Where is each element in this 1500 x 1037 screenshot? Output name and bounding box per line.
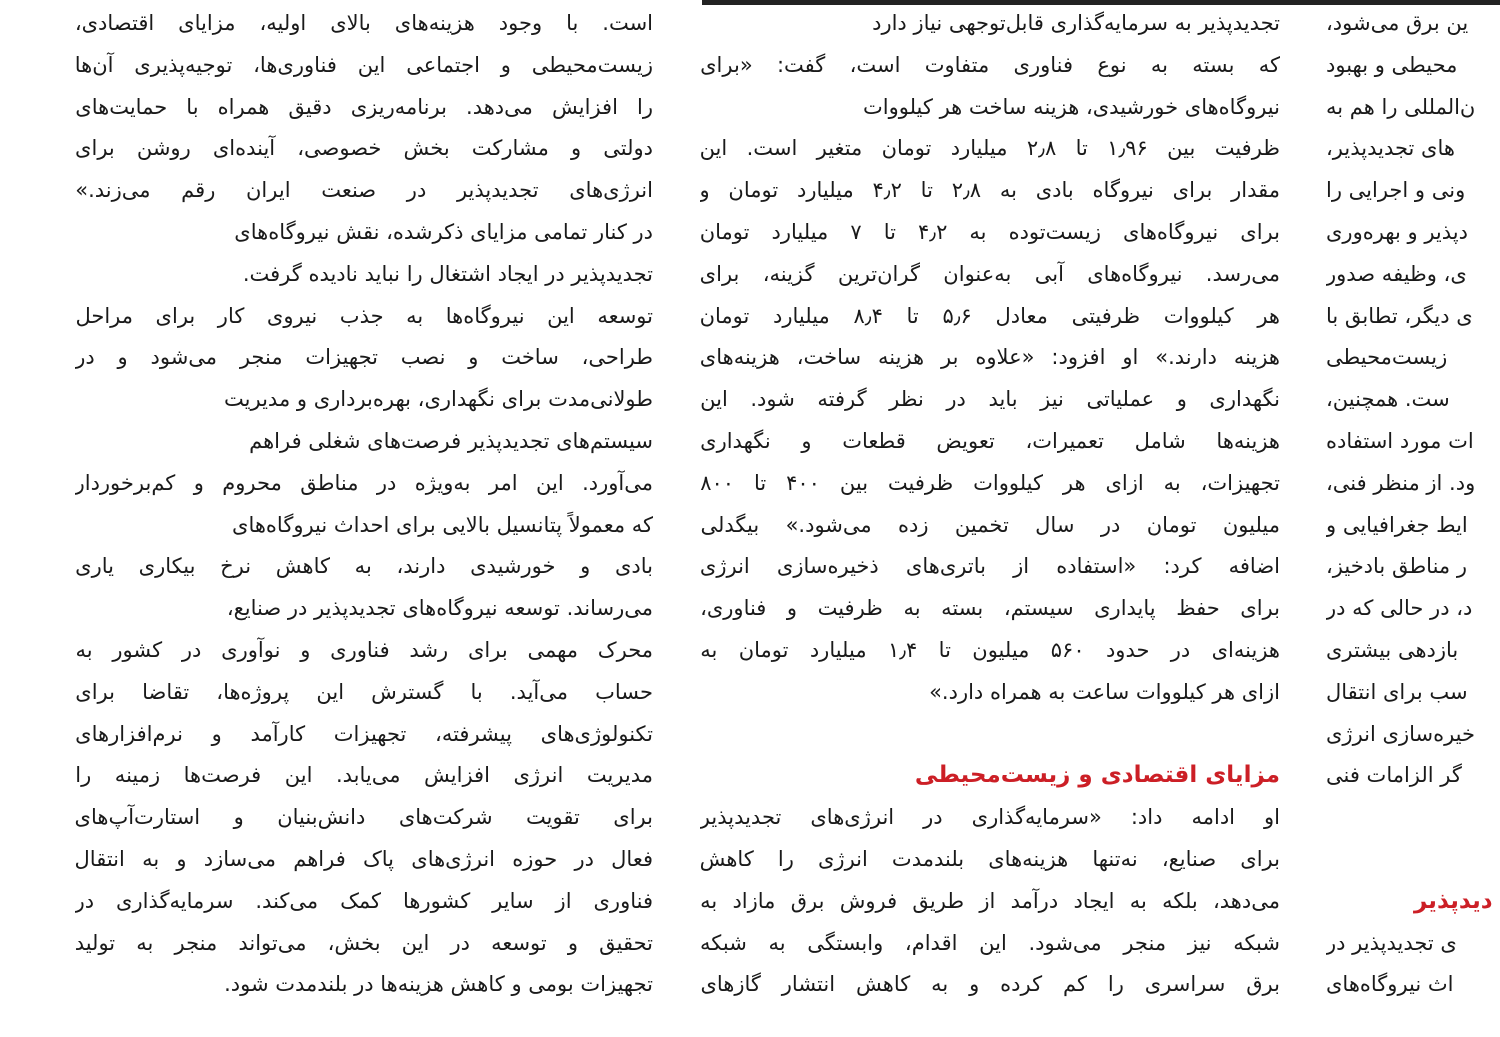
text-line: را افزایش می‌دهد. برنامه‌ریزی دقیق همراه با حمایت‌های (75, 94, 653, 119)
text-line: ود. از منظر فنی، (1326, 470, 1476, 495)
text-line: د، در حالی که در (1326, 596, 1473, 621)
text-line: هزینه دارند.» او افزود: «علاوه بر هزینه ساخت، هزینه‌های (700, 345, 1280, 370)
text-line: برای نیروگاه‌های زیست‌توده به ۴٫۲ تا ۷ میلیارد تومان (700, 220, 1280, 244)
text-line: است. با وجود هزینه‌های بالای اولیه، مزایای اقتصادی، (75, 11, 653, 35)
text-line: بازدهی بیشتری (1326, 638, 1459, 662)
text-line: شبکه نیز منجر می‌شود. این اقدام، وابستگی به شبکه (700, 930, 1280, 955)
text-line: ونی و اجرایی را (1326, 178, 1466, 203)
text-line: محیطی و بهبود (1326, 52, 1458, 77)
article-column-left (75, 0, 653, 1037)
text-line: که بسته به نوع فناوری متفاوت است، گفت: «برای (700, 52, 1280, 77)
text-line: ایط جغرافیایی و (1326, 512, 1468, 537)
section-heading: مزایای اقتصادی و زیست‌محیطی (914, 762, 1280, 789)
text-line: تجدیدپذیر در ایجاد اشتغال را نباید نادیده گرفت. (242, 261, 653, 286)
text-line: اضافه کرد: «استفاده از باتری‌های ذخیره‌سازی انرژی (700, 554, 1280, 579)
text-line: محرک مهمی برای رشد فناوری و نوآوری در کشور به (75, 638, 653, 662)
text-line: تحقیق و توسعه در این بخش، می‌تواند منجر به تولید (75, 930, 653, 955)
text-line: او ادامه داد: «سرمایه‌گذاری در انرژی‌های تجدیدپذیر (700, 805, 1280, 830)
article-column-middle (700, 0, 1280, 1037)
text-line: طولانی‌مدت برای نگهداری، بهره‌برداری و مدیریت (224, 387, 653, 412)
text-line: تجهیزات، به ازای هر کیلووات ظرفیت بین ۴۰۰ تا ۸۰۰ (700, 470, 1280, 495)
text-line: زیست‌محیطی (1326, 345, 1448, 370)
text-line: فناوری از سایر کشورها کمک می‌کند. سرمایه‌گذاری در (75, 888, 653, 913)
text-line: حساب می‌آید. با گسترش این پروژه‌ها، تقاضا برای (75, 679, 653, 704)
text-line: دولتی و مشارکت بخش خصوصی، آینده‌ای روشن برای (75, 136, 653, 161)
text-line: می‌رساند. توسعه نیروگاه‌های تجدیدپذیر در صنایع، (226, 596, 653, 621)
text-line: که معمولاً پتانسیل بالایی برای احداث نیروگاه‌های (232, 512, 653, 537)
section-heading: دیدپذیر (1414, 887, 1493, 914)
text-line: می‌دهد، بلکه به ایجاد درآمد از طریق فروش برق مازاد به (700, 888, 1280, 913)
text-line: برای حفظ پایداری سیستم، بسته به ظرفیت و فناوری، (700, 596, 1280, 621)
text-line: ین برق می‌شود، (1326, 11, 1469, 35)
text-line: ات مورد استفاده (1326, 429, 1474, 453)
text-line: میلیون تومان در سال تخمین زده می‌شود.» بیگدلی (700, 512, 1280, 537)
text-line: ی دیگر، تطابق با (1326, 303, 1473, 328)
text-line: تجدیدپذیر به سرمایه‌گذاری قابل‌توجهی نیاز دارد (872, 11, 1280, 35)
text-line: برق سراسری را کم کرده و به کاهش انتشار گازهای (700, 972, 1280, 997)
text-line: تجهیزات بومی و کاهش هزینه‌ها در بلندمدت شود. (224, 972, 653, 997)
article-column-right (1326, 0, 1500, 1037)
text-line: ی، وظیفه صدور (1326, 261, 1467, 286)
text-line: مقدار برای نیروگاه بادی به ۲٫۸ تا ۴٫۲ میلیارد تومان و (700, 178, 1280, 203)
text-line: طراحی، ساخت و نصب تجهیزات منجر می‌شود و در (75, 345, 653, 370)
text-line: می‌رسد. نیروگاه‌های آبی به‌عنوان گران‌ترین گزینه، برای (700, 261, 1280, 286)
text-line: زیست‌محیطی و اجتماعی این فناوری‌ها، توجیه‌پذیری آن‌ها (75, 52, 653, 77)
text-line: ن‌المللی را هم به (1326, 94, 1476, 119)
text-line: برای تقویت شرکت‌های دانش‌بنیان و استارت‌آپ‌های (75, 805, 653, 830)
text-line: هزینه‌ای در حدود ۵۶۰ میلیون تا ۱٫۴ میلیارد تومان به (700, 638, 1280, 662)
text-line: ی تجدیدپذیر در (1326, 930, 1457, 955)
text-line: سب برای انتقال (1326, 679, 1468, 704)
text-line: بادی و خورشیدی دارند، به کاهش نرخ بیکاری یاری (75, 554, 653, 579)
text-line: ست. همچنین، (1326, 387, 1450, 412)
text-line: دپذیر و بهره‌وری (1326, 220, 1468, 244)
text-line: اث نیروگاه‌های (1326, 972, 1454, 997)
text-line: ازای هر کیلووات ساعت به همراه دارد.» (929, 679, 1280, 704)
text-line: ر مناطق بادخیز، (1326, 554, 1467, 579)
text-line: فعال در حوزه انرژی‌های پاک فراهم می‌سازد و به انتقال (75, 847, 653, 871)
text-line: های تجدیدپذیر، (1326, 136, 1455, 161)
text-line: هر کیلووات ظرفیتی معادل ۵٫۶ تا ۸٫۴ میلیارد تومان (700, 303, 1280, 328)
text-line: تکنولوژی‌های پیشرفته، تجهیزات کارآمد و نرم‌افزارهای (75, 721, 653, 746)
text-line: هزینه‌ها شامل تعمیرات، تعویض قطعات و نگهداری (700, 429, 1280, 453)
text-line: ظرفیت بین ۱٫۹۶ تا ۲٫۸ میلیارد تومان متغیر است. این (700, 136, 1280, 161)
text-line: می‌آورد. این امر به‌ویژه در مناطق محروم و کم‌برخوردار (75, 470, 653, 495)
text-line: مدیریت انرژی افزایش می‌یابد. این فرصت‌ها زمینه را (75, 763, 653, 788)
text-line: سیستم‌های تجدیدپذیر فرصت‌های شغلی فراهم (249, 429, 653, 453)
text-line: برای صنایع، نه‌تنها هزینه‌های بلندمدت انرژی را کاهش (700, 847, 1280, 871)
text-line: گر الزامات فنی (1326, 763, 1462, 788)
text-line: نیروگاه‌های خورشیدی، هزینه ساخت هر کیلووات (863, 94, 1280, 119)
text-line: انرژی‌های تجدیدپذیر در صنعت ایران رقم می‌زند.» (75, 178, 653, 203)
text-line: نگهداری و عملیاتی نیز باید در نظر گرفته شود. این (700, 387, 1280, 412)
text-line: توسعه این نیروگاه‌ها به جذب نیروی کار برای مراحل (75, 303, 653, 328)
text-line: خیره‌سازی انرژی (1326, 721, 1475, 746)
text-line: در کنار تمامی مزایای ذکرشده، نقش نیروگاه‌های (234, 220, 653, 244)
